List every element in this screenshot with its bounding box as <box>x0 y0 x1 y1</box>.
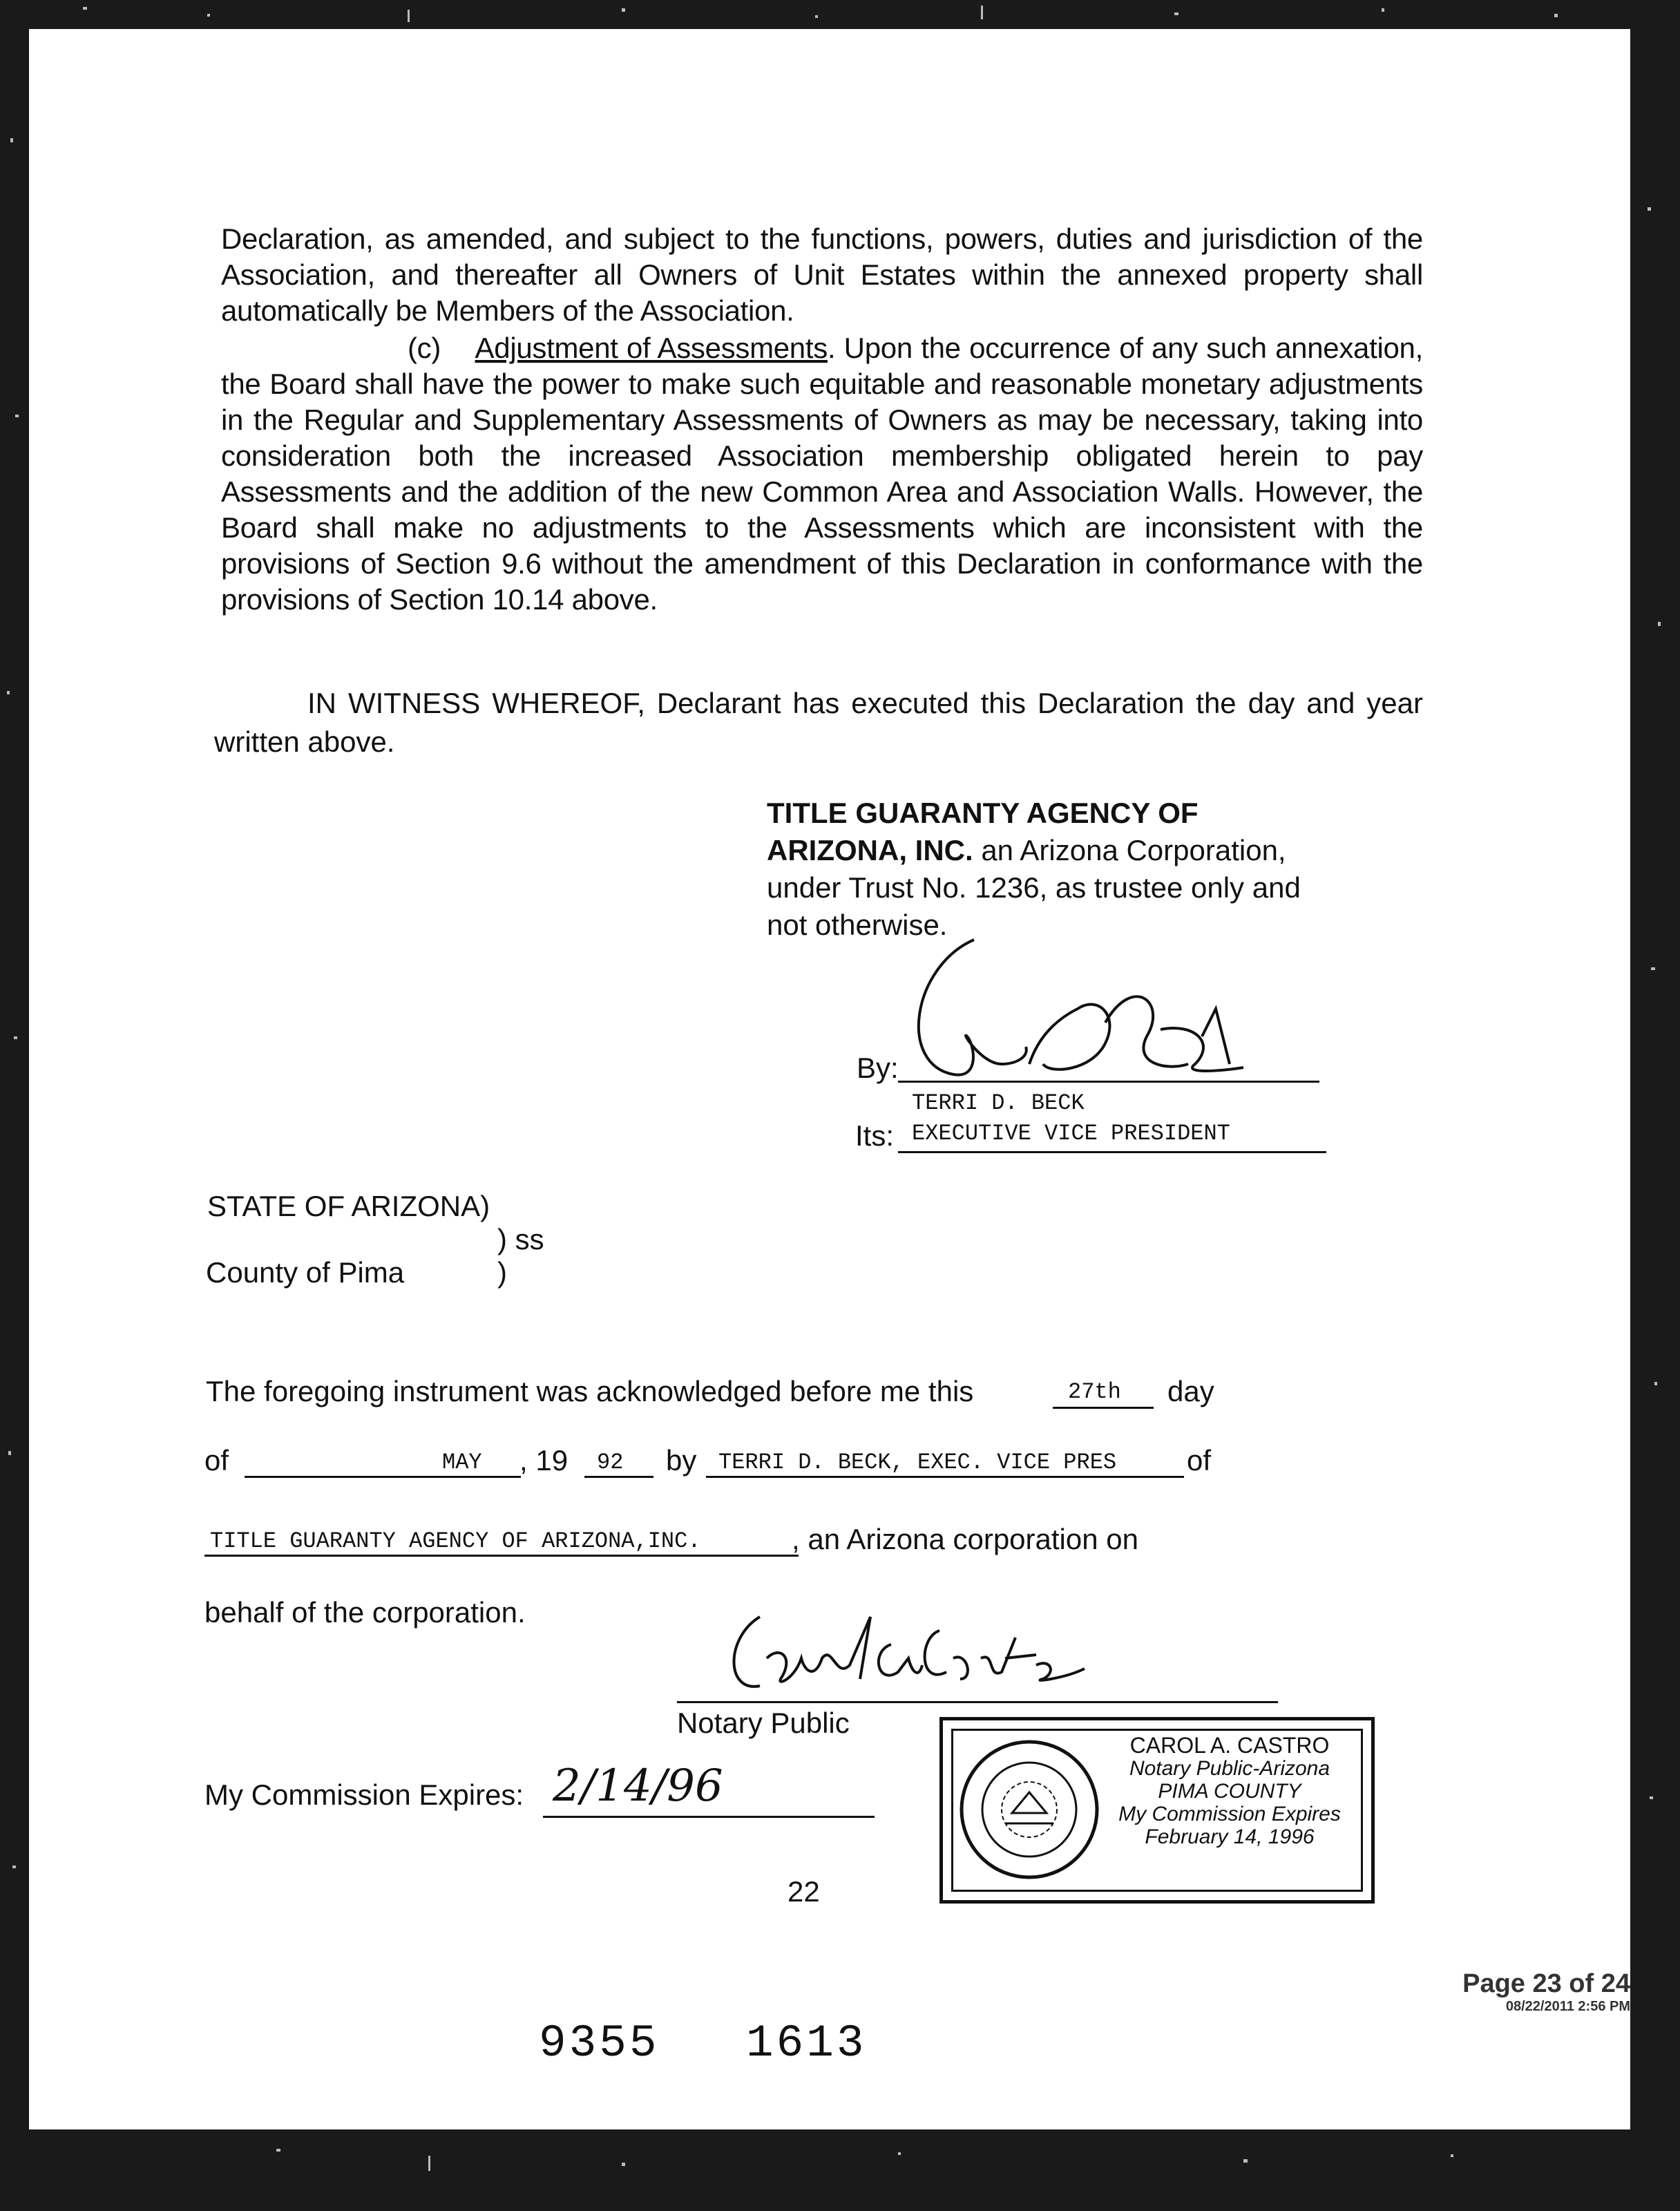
agency-trust: under Trust No. 1236, as trustee only and <box>767 871 1301 904</box>
stamp-line5: February 14, 1996 <box>1145 1825 1315 1848</box>
venue-paren: ) <box>497 1256 507 1289</box>
page-of-block <box>1462 1969 1630 2015</box>
its-line <box>898 1151 1326 1153</box>
stamp-line4: My Commission Expires <box>1118 1803 1341 1825</box>
ack-year-value: 92 <box>597 1450 624 1475</box>
stamp-name: CAROL A. CASTRO <box>1129 1733 1330 1758</box>
beck-signature-image <box>870 926 1257 1092</box>
venue-ss: ) ss <box>497 1223 544 1255</box>
stamp-line3: PIMA COUNTY <box>1158 1780 1301 1803</box>
page-of: Page 23 of 24 <box>1462 1969 1630 1998</box>
ack-year-line <box>584 1476 653 1478</box>
page-number: 22 <box>788 1875 820 1908</box>
ack-day-value: 27th <box>1068 1379 1121 1405</box>
by-label: By: <box>857 1052 899 1084</box>
its-label: Its: <box>855 1119 895 1152</box>
notary-signature-image <box>712 1603 1098 1707</box>
agency-desc: an Arizona Corporation, <box>973 834 1286 866</box>
paragraph-text: . Upon the occurrence of any such annexation, the Board shall have the power to make such equitable and reasonable monetary adjustments in the Regular and Supplementary Assessments of Owners as may be necessary, taking into consideration both the increased Association membership obligated herein to pay Assessments and the addition of the new Common Area and Association Walls. However, the Board shall make no adjustments to the Assessments which are inconsistent with the provisions of Section 9.6 without the amendment of this Declaration in conformance with the provisions of Section 10.14 above. <box>221 332 1423 616</box>
ack-year-prefix: , 19 <box>519 1444 569 1477</box>
ack-behalf: behalf of the corporation. <box>204 1596 526 1629</box>
print-timestamp: 08/22/2011 2:56 PM <box>1505 1999 1630 2014</box>
ack-day-line <box>1053 1407 1154 1409</box>
ack-of-label2: of <box>1187 1444 1212 1477</box>
notary-signature-line <box>677 1701 1278 1703</box>
section-heading: Adjustment of Assessments <box>475 332 828 364</box>
ack-by-label: by <box>666 1444 697 1477</box>
agency-name-line2: ARIZONA, INC. <box>767 834 973 866</box>
notary-label: Notary Public <box>677 1707 850 1739</box>
witness-paragraph: IN WITNESS WHEREOF, Declarant has executed this Declaration the day and year written above. <box>214 687 1423 758</box>
commission-line <box>543 1816 875 1818</box>
recording-book: 9355 <box>539 2018 660 2069</box>
notary-stamp <box>939 1717 1375 1904</box>
ack-of-label: of <box>204 1444 229 1477</box>
paragraph-annexation <box>221 221 1423 329</box>
ack-corp-suffix: , an Arizona corporation on <box>792 1523 1138 1555</box>
venue-county: County of Pima <box>206 1256 405 1289</box>
stamp-line2: Notary Public-Arizona <box>1129 1757 1330 1780</box>
ack-corp-value: TITLE GUARANTY AGENCY OF ARIZONA,INC. <box>210 1528 701 1554</box>
agency-name-line1: TITLE GUARANTY AGENCY OF <box>767 797 1199 829</box>
recording-page: 1613 <box>746 2018 867 2069</box>
venue-state: STATE OF ARIZONA) <box>207 1190 490 1222</box>
agency-otherwise: not otherwise. <box>767 909 948 941</box>
signer-name: TERRI D. BECK <box>912 1090 1085 1116</box>
ack-month-line <box>245 1476 521 1478</box>
signer-title: EXECUTIVE VICE PRESIDENT <box>912 1121 1230 1146</box>
paragraph-text: Declaration, as amended, and subject to the functions, powers, duties and jurisdiction of the Association, and thereafter all Owners of Unit Estates within the annexed property shall automatically be Members of the Association. <box>221 222 1423 327</box>
ack-line1: The foregoing instrument was acknowledged before me this <box>206 1375 974 1407</box>
ack-month-value: MAY <box>442 1450 482 1475</box>
agency-block <box>767 795 1402 944</box>
ack-by-line <box>706 1476 1184 1478</box>
state-seal-icon <box>957 1737 1102 1882</box>
commission-value: 2/14/96 <box>553 1761 723 1812</box>
ack-corp-line <box>204 1555 799 1557</box>
paragraph-adjustment <box>221 330 1423 618</box>
section-label: (c) <box>408 332 441 364</box>
ack-by-value: TERRI D. BECK, EXEC. VICE PRES <box>718 1450 1117 1475</box>
ack-day-label: day <box>1167 1375 1214 1407</box>
commission-label: My Commission Expires: <box>204 1778 524 1811</box>
by-signature-line <box>898 1081 1319 1083</box>
